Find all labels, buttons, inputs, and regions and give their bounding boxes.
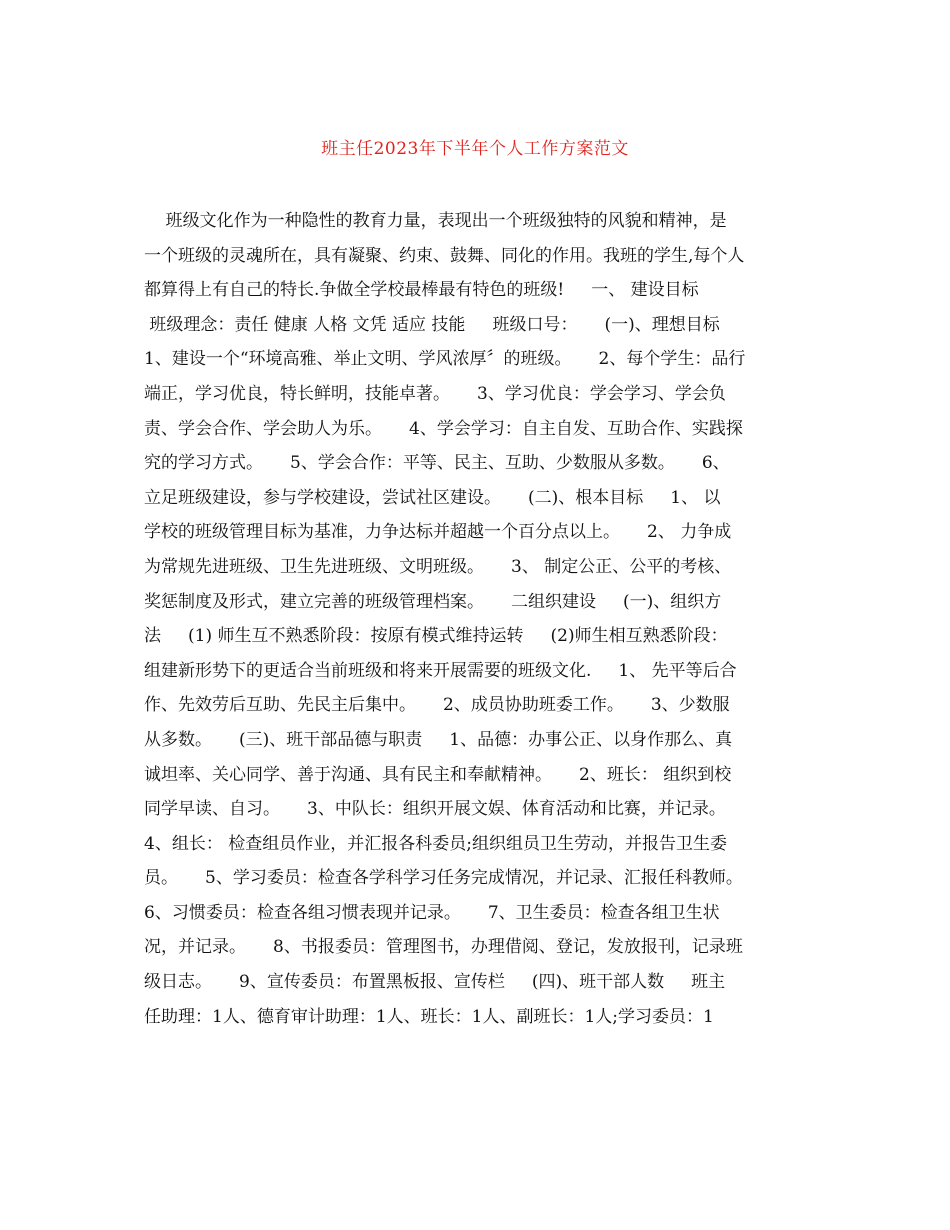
body-line: 班级文化作为一种隐性的教育力量，表现出一个班级独特的风貌和精神，是 [144, 211, 727, 231]
body-line: 一个班级的灵魂所在，具有凝聚、约束、鼓舞、同化的作用。我班的学生,每个人 [144, 245, 745, 266]
body-line: 究的学习方式。 5、学会合作：平等、民主、互助、少数服从多数。 6、 [144, 453, 730, 474]
body-line: 4、组长： 检查组员作业，并汇报各科委员;组织组员卫生劳动，并报告卫生委 [144, 833, 727, 854]
body-line: 级日志。 9、宣传委员：布置黑板报、宣传栏 (四)、班干部人数 班主 [144, 972, 726, 993]
body-line: 况，并记录。 8、书报委员：管理图书，办理借阅、登记，发放报刊，记录班 [144, 937, 743, 958]
body-line: 都算得上有自己的特长.争做全学校最棒最有特色的班级! 一、 建设目标 [144, 280, 699, 301]
body-line: 作、先效劳后互助、先民主后集中。 2、成员协助班委工作。 3、少数服 [144, 695, 730, 716]
body-line: 端正，学习优良，特长鲜明，技能卓著。 3、学习优良：学会学习、学会负 [144, 383, 726, 404]
body-line: 立足班级建设，参与学校建设，尝试社区建设。 (二)、根本目标 1、 以 [144, 487, 721, 508]
body-line: 组建新形势下的更适合当前班级和将来开展需要的班级文化. 1、 先平等后合 [144, 660, 737, 681]
body-line: 员。 5、学习委员：检查各学科学习任务完成情况，并记录、汇报任科教师。 [144, 868, 743, 889]
body-line: 诚坦率、关心同学、善于沟通、具有民主和奉献精神。 2、班长： 组织到校 [144, 764, 732, 785]
body-line: 任助理：1人、德育审计助理：1人、班长：1人、副班长：1人;学习委员：1 [144, 1006, 714, 1027]
body-line: 奖惩制度及形式，建立完善的班级管理档案。 二组织建设 (一)、组织方 [144, 591, 722, 612]
body-line: 6、习惯委员：检查各组习惯表现并记录。 7、卫生委员：检查各组卫生状 [144, 902, 720, 923]
body-line: 法 (1) 师生互不熟悉阶段：按原有模式维持运转 (2)师生相互熟悉阶段： [144, 626, 728, 647]
body-line: 学校的班级管理目标为基准，力争达标并超越一个百分点以上。 2、 力争成 [144, 522, 732, 543]
body-line: 责、学会合作、学会助人为乐。 4、学会学习：自主自发、互助合作、实践探 [144, 418, 743, 439]
body-line: 班级理念：责任 健康 人格 文凭 适应 技能 班级口号： (一)、理想目标 [144, 314, 720, 335]
document-title: 班主任2023年下半年个人工作方案范文 [321, 139, 629, 159]
document-body [144, 204, 810, 1034]
body-line: 为常规先进班级、卫生先进班级、文明班级。 3、 制定公正、公平的考核、 [144, 556, 732, 577]
body-line: 同学早读、自习。 3、中队长：组织开展文娱、体育活动和比赛，并记录。 [144, 799, 726, 820]
body-line: 1、建设一个“环境高雅、举止文明、学风浓厚〞的班级。 2、每个学生：品行 [144, 349, 746, 370]
body-line: 从多数。 (三)、班干部品德与职责 1、品德：办事公正、以身作那么、真 [144, 729, 733, 750]
